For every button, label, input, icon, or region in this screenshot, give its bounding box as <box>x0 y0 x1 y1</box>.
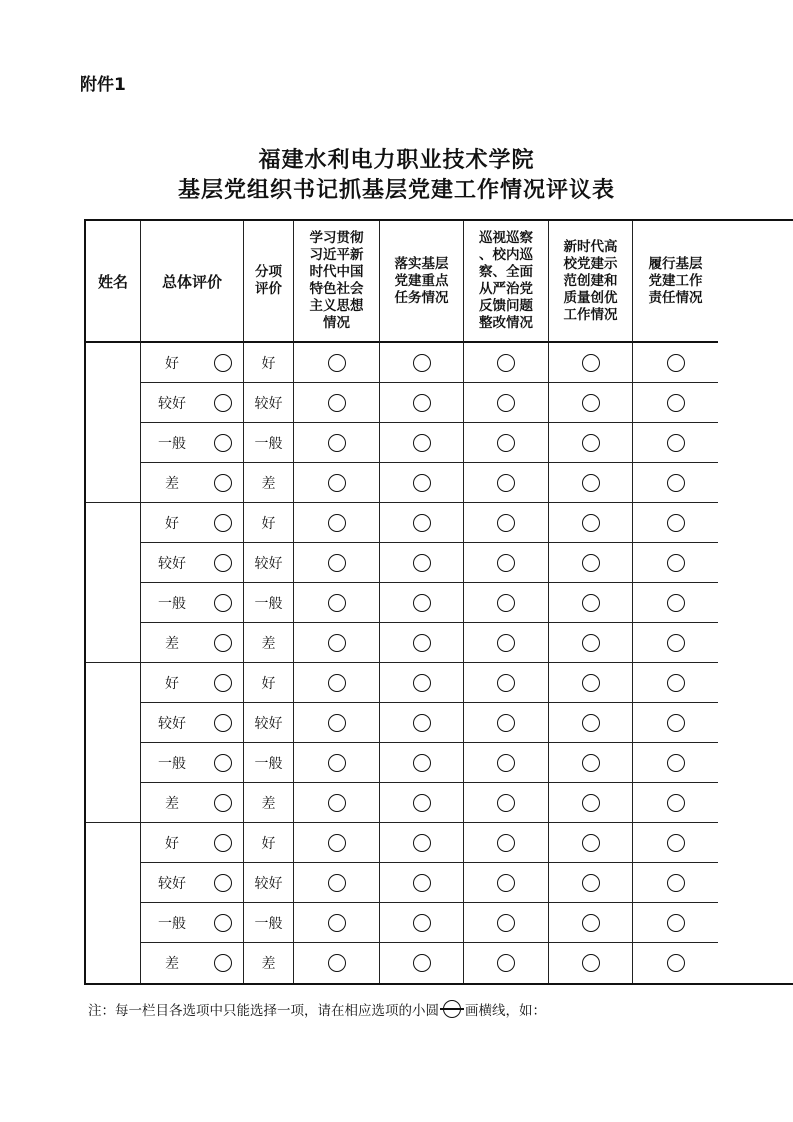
header-criterion-line: 质量创优 <box>563 289 618 306</box>
criterion-rating-cell <box>464 583 549 623</box>
overall-option-label: 差 <box>165 795 179 812</box>
overall-rating-circle[interactable] <box>214 834 232 852</box>
criterion-2-rating-circle[interactable] <box>413 514 431 532</box>
criterion-rating-cell <box>549 823 633 863</box>
criterion-rating-cell <box>633 663 718 703</box>
header-criterion-line: 范创建和 <box>563 272 618 289</box>
criterion-1-rating-circle[interactable] <box>328 354 346 372</box>
criterion-3-rating-circle[interactable] <box>497 754 515 772</box>
sub-item-option-label: 好 <box>244 343 294 383</box>
criterion-4-rating-circle[interactable] <box>582 434 600 452</box>
name-cell[interactable] <box>86 663 141 823</box>
header-criterion-line: 察、全面 <box>479 264 533 280</box>
criterion-3-rating-circle[interactable] <box>497 914 515 932</box>
criterion-rating-cell <box>549 743 633 783</box>
sub-item-option-label: 差 <box>244 943 294 983</box>
criterion-rating-cell <box>549 663 633 703</box>
overall-option-label: 差 <box>165 475 179 492</box>
criterion-rating-cell <box>549 503 633 543</box>
criterion-5-rating-circle[interactable] <box>667 634 685 652</box>
header-criterion-line: 新时代高 <box>563 238 618 255</box>
criterion-1-rating-circle[interactable] <box>328 914 346 932</box>
criterion-rating-cell <box>294 423 380 463</box>
header-criterion-line: 学习贯彻 <box>309 230 364 246</box>
overall-rating-circle[interactable] <box>214 594 232 612</box>
criterion-2-rating-circle[interactable] <box>413 754 431 772</box>
criterion-2-rating-circle[interactable] <box>413 354 431 372</box>
criterion-1-rating-circle[interactable] <box>328 474 346 492</box>
overall-option <box>141 743 244 783</box>
criterion-rating-cell <box>380 903 464 943</box>
criterion-rating-cell <box>380 943 464 983</box>
page-title-line2: 基层党组织书记抓基层党建工作情况评议表 <box>177 178 615 203</box>
overall-option <box>141 863 244 903</box>
criterion-1-rating-circle[interactable] <box>328 634 346 652</box>
criterion-rating-cell <box>380 503 464 543</box>
criterion-rating-cell <box>633 823 718 863</box>
criterion-rating-cell <box>380 663 464 703</box>
criterion-3-rating-circle[interactable] <box>497 394 515 412</box>
criterion-4-rating-circle[interactable] <box>582 354 600 372</box>
criterion-rating-cell <box>380 343 464 383</box>
criterion-rating-cell <box>633 503 718 543</box>
overall-option-label: 较好 <box>158 395 186 412</box>
criterion-1-rating-circle[interactable] <box>328 754 346 772</box>
overall-option <box>141 543 244 583</box>
overall-option <box>141 943 244 983</box>
criterion-rating-cell <box>380 583 464 623</box>
criterion-rating-cell <box>294 703 380 743</box>
overall-rating-circle[interactable] <box>214 714 232 732</box>
criterion-1-rating-circle[interactable] <box>328 834 346 852</box>
footnote-text-after: 画横线，如： <box>465 1003 546 1019</box>
criterion-rating-cell <box>633 743 718 783</box>
criterion-4-rating-circle[interactable] <box>582 914 600 932</box>
overall-option-label: 一般 <box>158 755 186 772</box>
criterion-rating-cell <box>633 903 718 943</box>
criterion-rating-cell <box>294 943 380 983</box>
overall-rating-circle[interactable] <box>214 874 232 892</box>
criterion-rating-cell <box>464 623 549 663</box>
overall-option-label: 一般 <box>158 435 186 452</box>
criterion-rating-cell <box>380 703 464 743</box>
criterion-rating-cell <box>633 343 718 383</box>
criterion-3-rating-circle[interactable] <box>497 954 515 972</box>
criterion-rating-cell <box>464 903 549 943</box>
criterion-3-rating-circle[interactable] <box>497 514 515 532</box>
criterion-4-rating-circle[interactable] <box>582 394 600 412</box>
criterion-rating-cell <box>549 343 633 383</box>
page-title-line1: 福建水利电力职业技术学院 <box>258 148 535 173</box>
overall-option <box>141 463 244 503</box>
criterion-rating-cell <box>380 863 464 903</box>
criterion-4-rating-circle[interactable] <box>582 474 600 492</box>
criterion-rating-cell <box>549 623 633 663</box>
header-criterion-line: 党建重点 <box>394 272 449 289</box>
criterion-4-rating-circle[interactable] <box>582 834 600 852</box>
header-overall <box>141 221 244 343</box>
criterion-rating-cell <box>380 383 464 423</box>
criterion-rating-cell <box>633 383 718 423</box>
criterion-rating-cell <box>549 423 633 463</box>
criterion-4-rating-circle[interactable] <box>582 794 600 812</box>
header-criterion-1 <box>294 221 380 343</box>
criterion-2-rating-circle[interactable] <box>413 474 431 492</box>
overall-option <box>141 503 244 543</box>
overall-rating-circle[interactable] <box>214 754 232 772</box>
criterion-5-rating-circle[interactable] <box>667 714 685 732</box>
criterion-rating-cell <box>294 743 380 783</box>
criterion-rating-cell <box>464 423 549 463</box>
header-criterion-line: 情况 <box>323 315 350 331</box>
sub-item-option-label: 好 <box>244 503 294 543</box>
overall-option <box>141 783 244 823</box>
overall-option <box>141 663 244 703</box>
overall-option <box>141 703 244 743</box>
sub-item-option-label: 差 <box>244 783 294 823</box>
evaluation-table <box>84 219 793 985</box>
criterion-2-rating-circle[interactable] <box>413 834 431 852</box>
criterion-rating-cell <box>464 543 549 583</box>
criterion-4-rating-circle[interactable] <box>582 634 600 652</box>
criterion-rating-cell <box>294 383 380 423</box>
overall-option <box>141 623 244 663</box>
criterion-5-rating-circle[interactable] <box>667 914 685 932</box>
header-criterion-line: 履行基层 <box>648 255 703 272</box>
overall-option-label: 好 <box>165 835 179 852</box>
header-criterion-3 <box>464 221 549 343</box>
criterion-1-rating-circle[interactable] <box>328 594 346 612</box>
criterion-rating-cell <box>633 703 718 743</box>
criterion-rating-cell <box>380 543 464 583</box>
header-sub-item-line: 评价 <box>255 281 282 297</box>
overall-option-label: 较好 <box>158 715 186 732</box>
criterion-5-rating-circle[interactable] <box>667 474 685 492</box>
header-criterion-line: 、校内巡 <box>479 247 533 263</box>
overall-rating-circle[interactable] <box>214 634 232 652</box>
header-name-label: 姓名 <box>97 272 128 291</box>
criterion-3-rating-circle[interactable] <box>497 434 515 452</box>
criterion-rating-cell <box>549 543 633 583</box>
criterion-rating-cell <box>549 863 633 903</box>
criterion-rating-cell <box>633 863 718 903</box>
criterion-rating-cell <box>633 543 718 583</box>
criterion-3-rating-circle[interactable] <box>497 354 515 372</box>
criterion-rating-cell <box>464 383 549 423</box>
criterion-3-rating-circle[interactable] <box>497 794 515 812</box>
sub-item-option-label: 一般 <box>244 423 294 463</box>
criterion-5-rating-circle[interactable] <box>667 514 685 532</box>
criterion-rating-cell <box>549 583 633 623</box>
overall-rating-circle[interactable] <box>214 514 232 532</box>
header-criterion-line: 任务情况 <box>394 289 449 306</box>
header-criterion-line: 党建工作 <box>648 272 703 289</box>
overall-option <box>141 383 244 423</box>
criterion-2-rating-circle[interactable] <box>413 914 431 932</box>
criterion-2-rating-circle[interactable] <box>413 634 431 652</box>
criterion-rating-cell <box>464 863 549 903</box>
header-criterion-line: 特色社会 <box>309 281 364 297</box>
criterion-5-rating-circle[interactable] <box>667 834 685 852</box>
sub-item-option-label: 好 <box>244 663 294 703</box>
criterion-5-rating-circle[interactable] <box>667 594 685 612</box>
criterion-rating-cell <box>464 503 549 543</box>
criterion-rating-cell <box>549 943 633 983</box>
header-criterion-line: 习近平新 <box>309 247 364 263</box>
criterion-rating-cell <box>464 663 549 703</box>
overall-rating-circle[interactable] <box>214 674 232 692</box>
criterion-2-rating-circle[interactable] <box>413 954 431 972</box>
criterion-1-rating-circle[interactable] <box>328 674 346 692</box>
criterion-rating-cell <box>294 623 380 663</box>
overall-rating-circle[interactable] <box>214 794 232 812</box>
criterion-rating-cell <box>294 343 380 383</box>
criterion-1-rating-circle[interactable] <box>328 954 346 972</box>
overall-option <box>141 343 244 383</box>
criterion-rating-cell <box>464 743 549 783</box>
criterion-rating-cell <box>380 823 464 863</box>
header-criterion-line: 工作情况 <box>563 306 618 323</box>
criterion-rating-cell <box>294 863 380 903</box>
overall-rating-circle[interactable] <box>214 554 232 572</box>
header-criterion-4 <box>549 221 633 343</box>
overall-rating-circle[interactable] <box>214 434 232 452</box>
sub-item-option-label: 差 <box>244 463 294 503</box>
criterion-3-rating-circle[interactable] <box>497 834 515 852</box>
overall-rating-circle[interactable] <box>214 394 232 412</box>
criterion-rating-cell <box>294 903 380 943</box>
header-criterion-line: 巡视巡察 <box>479 230 533 246</box>
criterion-1-rating-circle[interactable] <box>328 874 346 892</box>
header-sub-item-line: 分项 <box>255 264 282 280</box>
criterion-rating-cell <box>464 823 549 863</box>
criterion-4-rating-circle[interactable] <box>582 754 600 772</box>
overall-option <box>141 823 244 863</box>
header-criterion-5 <box>633 221 718 343</box>
overall-option-label: 一般 <box>158 915 186 932</box>
overall-option <box>141 903 244 943</box>
header-criterion-line: 时代中国 <box>309 264 364 280</box>
criterion-rating-cell <box>633 423 718 463</box>
criterion-rating-cell <box>294 823 380 863</box>
criterion-rating-cell <box>380 423 464 463</box>
sub-item-option-label: 较好 <box>244 863 294 903</box>
criterion-4-rating-circle[interactable] <box>582 514 600 532</box>
name-cell[interactable] <box>86 343 141 503</box>
overall-option <box>141 423 244 463</box>
criterion-3-rating-circle[interactable] <box>497 474 515 492</box>
criterion-3-rating-circle[interactable] <box>497 714 515 732</box>
criterion-rating-cell <box>549 383 633 423</box>
criterion-3-rating-circle[interactable] <box>497 674 515 692</box>
criterion-rating-cell <box>464 463 549 503</box>
name-cell[interactable] <box>86 823 141 983</box>
overall-option-label: 一般 <box>158 595 186 612</box>
sub-item-option-label: 差 <box>244 623 294 663</box>
criterion-rating-cell <box>549 703 633 743</box>
header-criterion-line: 主义思想 <box>309 298 364 314</box>
struck-circle-example-icon <box>440 1000 464 1018</box>
overall-rating-circle[interactable] <box>214 914 232 932</box>
sub-item-option-label: 好 <box>244 823 294 863</box>
criterion-5-rating-circle[interactable] <box>667 874 685 892</box>
criterion-5-rating-circle[interactable] <box>667 754 685 772</box>
overall-option-label: 差 <box>165 956 179 972</box>
criterion-2-rating-circle[interactable] <box>413 394 431 412</box>
header-criterion-line: 整改情况 <box>479 315 533 331</box>
criterion-rating-cell <box>294 543 380 583</box>
overall-rating-circle[interactable] <box>214 954 232 972</box>
sub-item-option-label: 一般 <box>244 583 294 623</box>
criterion-2-rating-circle[interactable] <box>413 794 431 812</box>
criterion-1-rating-circle[interactable] <box>328 514 346 532</box>
sub-item-option-label: 一般 <box>244 903 294 943</box>
criterion-2-rating-circle[interactable] <box>413 554 431 572</box>
criterion-4-rating-circle[interactable] <box>582 674 600 692</box>
criterion-rating-cell <box>633 943 718 983</box>
criterion-3-rating-circle[interactable] <box>497 554 515 572</box>
criterion-rating-cell <box>380 783 464 823</box>
criterion-rating-cell <box>464 343 549 383</box>
header-criterion-line: 校党建示 <box>563 255 618 272</box>
criterion-5-rating-circle[interactable] <box>667 354 685 372</box>
header-criterion-line: 从严治党 <box>479 281 533 297</box>
header-overall-label: 总体评价 <box>161 272 222 291</box>
criterion-rating-cell <box>549 463 633 503</box>
criterion-rating-cell <box>464 783 549 823</box>
criterion-rating-cell <box>380 623 464 663</box>
criterion-rating-cell <box>464 703 549 743</box>
criterion-4-rating-circle[interactable] <box>582 954 600 972</box>
criterion-2-rating-circle[interactable] <box>413 714 431 732</box>
criterion-rating-cell <box>294 503 380 543</box>
criterion-rating-cell <box>464 943 549 983</box>
criterion-rating-cell <box>294 783 380 823</box>
criterion-4-rating-circle[interactable] <box>582 554 600 572</box>
sub-item-option-label: 一般 <box>244 743 294 783</box>
criterion-1-rating-circle[interactable] <box>328 394 346 412</box>
header-criterion-2 <box>380 221 464 343</box>
criterion-rating-cell <box>380 463 464 503</box>
overall-option-label: 较好 <box>158 875 186 892</box>
criterion-5-rating-circle[interactable] <box>667 674 685 692</box>
name-cell[interactable] <box>86 503 141 663</box>
criterion-2-rating-circle[interactable] <box>413 434 431 452</box>
overall-option-label: 好 <box>165 515 179 532</box>
header-criterion-line: 落实基层 <box>394 255 449 272</box>
criterion-rating-cell <box>549 783 633 823</box>
overall-option-label: 较好 <box>158 555 186 572</box>
criterion-2-rating-circle[interactable] <box>413 874 431 892</box>
criterion-4-rating-circle[interactable] <box>582 874 600 892</box>
overall-rating-circle[interactable] <box>214 474 232 492</box>
header-name <box>86 221 141 343</box>
criterion-1-rating-circle[interactable] <box>328 554 346 572</box>
criterion-rating-cell <box>633 463 718 503</box>
footnote-text-before: 注：每一栏目各选项中只能选择一项，请在相应选项的小圆 <box>88 1003 439 1019</box>
criterion-rating-cell <box>294 583 380 623</box>
criterion-rating-cell <box>633 583 718 623</box>
criterion-1-rating-circle[interactable] <box>328 714 346 732</box>
sub-item-option-label: 较好 <box>244 703 294 743</box>
criterion-3-rating-circle[interactable] <box>497 594 515 612</box>
header-criterion-line: 责任情况 <box>648 289 703 306</box>
overall-option-label: 好 <box>165 355 179 372</box>
criterion-rating-cell <box>380 743 464 783</box>
criterion-1-rating-circle[interactable] <box>328 794 346 812</box>
criterion-5-rating-circle[interactable] <box>667 394 685 412</box>
overall-option <box>141 583 244 623</box>
criterion-rating-cell <box>633 783 718 823</box>
criterion-5-rating-circle[interactable] <box>667 794 685 812</box>
sub-item-option-label: 较好 <box>244 543 294 583</box>
criterion-2-rating-circle[interactable] <box>413 594 431 612</box>
criterion-5-rating-circle[interactable] <box>667 434 685 452</box>
header-sub-item <box>244 221 294 343</box>
overall-option-label: 好 <box>165 675 179 692</box>
attachment-label: 附件1 <box>80 75 126 95</box>
criterion-2-rating-circle[interactable] <box>413 674 431 692</box>
overall-rating-circle[interactable] <box>214 354 232 372</box>
criterion-1-rating-circle[interactable] <box>328 434 346 452</box>
criterion-rating-cell <box>294 663 380 703</box>
criterion-4-rating-circle[interactable] <box>582 594 600 612</box>
criterion-rating-cell <box>633 623 718 663</box>
criterion-3-rating-circle[interactable] <box>497 634 515 652</box>
criterion-rating-cell <box>294 463 380 503</box>
sub-item-option-label: 较好 <box>244 383 294 423</box>
criterion-4-rating-circle[interactable] <box>582 714 600 732</box>
criterion-3-rating-circle[interactable] <box>497 874 515 892</box>
overall-option-label: 差 <box>165 635 179 652</box>
criterion-5-rating-circle[interactable] <box>667 954 685 972</box>
header-criterion-line: 反馈问题 <box>479 298 533 314</box>
footnote <box>88 999 546 1019</box>
criterion-rating-cell <box>549 903 633 943</box>
criterion-5-rating-circle[interactable] <box>667 554 685 572</box>
